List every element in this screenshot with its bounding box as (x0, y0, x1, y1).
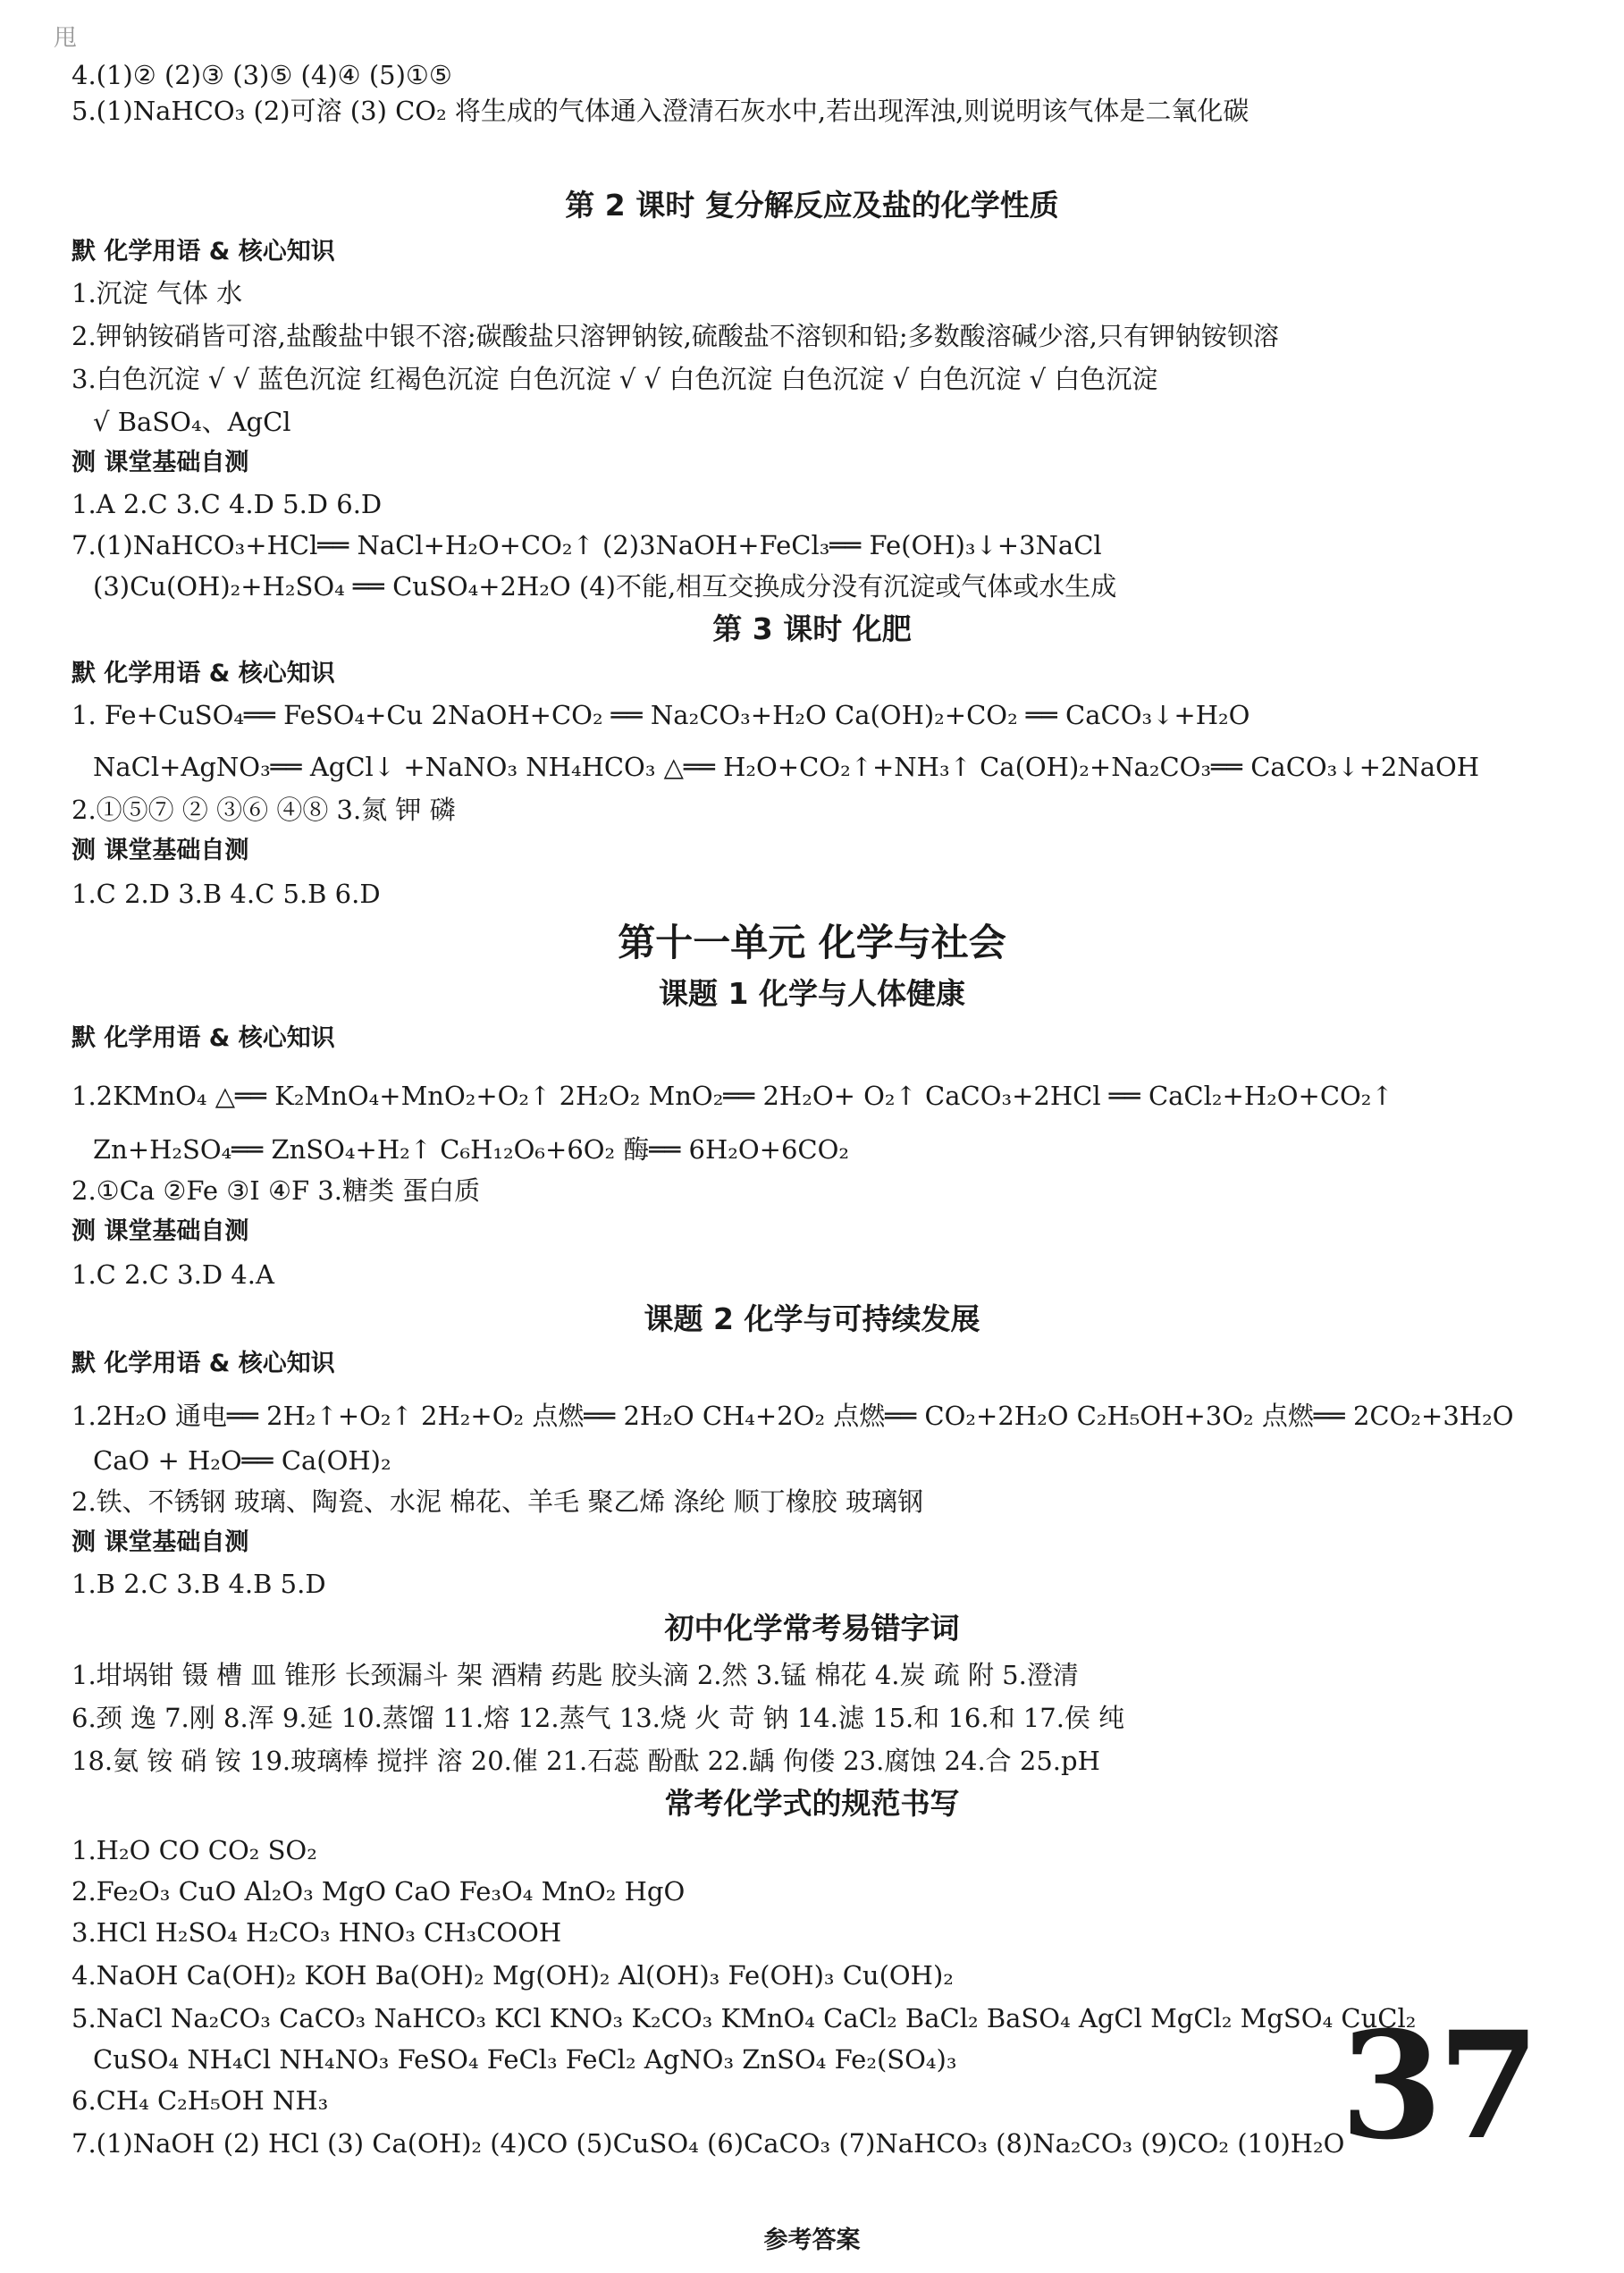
answer-line: 3.白色沉淀 √ √ 蓝色沉淀 红褐色沉淀 白色沉淀 √ √ 白色沉淀 白色沉淀 √ 白色沉淀 √ 白色沉淀 (72, 364, 1158, 394)
section-label: 测 课堂基础自测 (72, 449, 249, 476)
section-label: 测 课堂基础自测 (72, 1528, 249, 1556)
section-label: 默 化学用语 & 核心知识 (72, 238, 335, 265)
answer-line: 1.坩埚钳 镊 槽 皿 锥形 长颈漏斗 架 酒精 药匙 胶头滴 2.然 3.锰 棉花 4.炭 疏 附 5.澄清 (72, 1660, 1079, 1690)
answer-line: 6.CH₄ C₂H₅OH NH₃ (72, 2085, 329, 2116)
lesson-heading: 第 2 课时 复分解反应及盐的化学性质 (565, 188, 1059, 223)
answer-line: 2.①Ca ②Fe ③I ④F 3.糖类 蛋白质 (72, 1175, 481, 1206)
section-label: 默 化学用语 & 核心知识 (72, 660, 335, 687)
page-footer: 参考答案 (763, 2227, 861, 2254)
answer-line: Zn+H₂SO₄══ ZnSO₄+H₂↑ C₆H₁₂O₆+6O₂ 酶══ 6H₂O+6CO₂ (93, 1134, 850, 1165)
answer-line: CuSO₄ NH₄Cl NH₄NO₃ FeSO₄ FeCl₃ FeCl₂ AgNO₃ ZnSO₄ Fe₂(SO₄)₃ (93, 2044, 957, 2075)
answer-line: 1.C 2.D 3.B 4.C 5.B 6.D (72, 879, 381, 909)
answer-line: CaO + H₂O══ Ca(OH)₂ (93, 1445, 391, 1476)
page-number: 37 (1340, 1999, 1535, 2172)
answer-line: 1. Fe+CuSO₄══ FeSO₄+Cu 2NaOH+CO₂ ══ Na₂CO₃+H₂O Ca(OH)₂+CO₂ ══ CaCO₃↓+H₂O (72, 700, 1250, 730)
answer-line: 5.(1)NaHCO₃ (2)可溶 (3) CO₂ 将生成的气体通入澄清石灰水中,若出现浑浊,则说明该气体是二氧化碳 (72, 96, 1250, 126)
answer-line: 1.沉淀 气体 水 (72, 278, 243, 308)
answer-line: 2.铁、不锈钢 玻璃、陶瓷、水泥 棉花、羊毛 聚乙烯 涤纶 顺丁橡胶 玻璃钢 (72, 1486, 923, 1517)
section-label: 默 化学用语 & 核心知识 (72, 1350, 335, 1377)
answer-line: √ BaSO₄、AgCl (93, 407, 291, 437)
answer-line: 2.①⑤⑦ ② ③⑥ ④⑧ 3.氮 钾 磷 (72, 795, 456, 825)
answer-line: 1.2H₂O 通电══ 2H₂↑+O₂↑ 2H₂+O₂ 点燃══ 2H₂O CH₄+2O₂ 点燃══ CO₂+2H₂O C₂H₅OH+3O₂ 点燃══ 2CO₂+3H₂O (72, 1401, 1514, 1431)
answer-line: (3)Cu(OH)₂+H₂SO₄ ══ CuSO₄+2H₂O (4)不能,相互交换成分没有沉淀或气体或水生成 (93, 571, 1117, 602)
answer-line: 1.2KMnO₄ △══ K₂MnO₄+MnO₂+O₂↑ 2H₂O₂ MnO₂══ 2H₂O+ O₂↑ CaCO₃+2HCl ══ CaCl₂+H₂O+CO₂↑ (72, 1081, 1393, 1111)
answer-line: 5.NaCl Na₂CO₃ CaCO₃ NaHCO₃ KCl KNO₃ K₂CO₃ KMnO₄ CaCl₂ BaCl₂ BaSO₄ AgCl MgCl₂ MgSO₄ CuCl₂ (72, 2003, 1417, 2033)
answer-line: NaCl+AgNO₃══ AgCl↓ +NaNO₃ NH₄HCO₃ △══ H₂O+CO₂↑+NH₃↑ Ca(OH)₂+Na₂CO₃══ CaCO₃↓+2NaOH (93, 752, 1480, 782)
answer-line: 1.C 2.C 3.D 4.A (72, 1259, 274, 1290)
unit-heading: 第十一单元 化学与社会 (618, 921, 1006, 964)
answer-line: 6.颈 逸 7.刚 8.浑 9.延 10.蒸馏 11.熔 12.蒸气 13.烧 火 苛 钠 14.滤 15.和 16.和 17.侯 纯 (72, 1703, 1125, 1733)
answer-line: 3.HCl H₂SO₄ H₂CO₃ HNO₃ CH₃COOH (72, 1917, 562, 1948)
answer-line: 2.钾钠铵硝皆可溶,盐酸盐中银不溶;碳酸盐只溶钾钠铵,硫酸盐不溶钡和铅;多数酸溶碱少溶,只有钾钠铵钡溶 (72, 321, 1279, 351)
answer-line: 1.B 2.C 3.B 4.B 5.D (72, 1569, 326, 1599)
answer-line: 1.H₂O CO CO₂ SO₂ (72, 1835, 317, 1865)
lesson-heading: 课题 1 化学与人体健康 (659, 976, 965, 1011)
section-heading: 初中化学常考易错字词 (664, 1611, 960, 1646)
answer-line: 1.A 2.C 3.C 4.D 5.D 6.D (72, 489, 383, 519)
section-label: 测 课堂基础自测 (72, 837, 249, 864)
answer-line: 7.(1)NaOH (2) HCl (3) Ca(OH)₂ (4)CO (5)CuSO₄ (6)CaCO₃ (7)NaHCO₃ (8)Na₂CO₃ (9)CO₂ (10)H₂O (72, 2128, 1345, 2159)
answer-line: 7.(1)NaHCO₃+HCl══ NaCl+H₂O+CO₂↑ (2)3NaOH+FeCl₃══ Fe(OH)₃↓+3NaCl (72, 530, 1102, 560)
lesson-heading: 课题 2 化学与可持续发展 (644, 1301, 980, 1336)
answer-line: 18.氨 铵 硝 铵 19.玻璃棒 搅拌 溶 20.催 21.石蕊 酚酞 22.龋 佝偻 23.腐蚀 24.合 25.pH (72, 1746, 1100, 1776)
answer-line: 4.NaOH Ca(OH)₂ KOH Ba(OH)₂ Mg(OH)₂ Al(OH)₃ Fe(OH)₃ Cu(OH)₂ (72, 1960, 954, 1991)
corner-mark: 甩 (54, 25, 78, 52)
lesson-heading: 第 3 课时 化肥 (712, 611, 912, 646)
section-label: 测 课堂基础自测 (72, 1217, 249, 1245)
section-label: 默 化学用语 & 核心知识 (72, 1024, 335, 1052)
section-heading: 常考化学式的规范书写 (664, 1786, 960, 1821)
answer-line: 4.(1)② (2)③ (3)⑤ (4)④ (5)①⑤ (72, 60, 452, 90)
answer-line: 2.Fe₂O₃ CuO Al₂O₃ MgO CaO Fe₃O₄ MnO₂ HgO (72, 1876, 686, 1907)
